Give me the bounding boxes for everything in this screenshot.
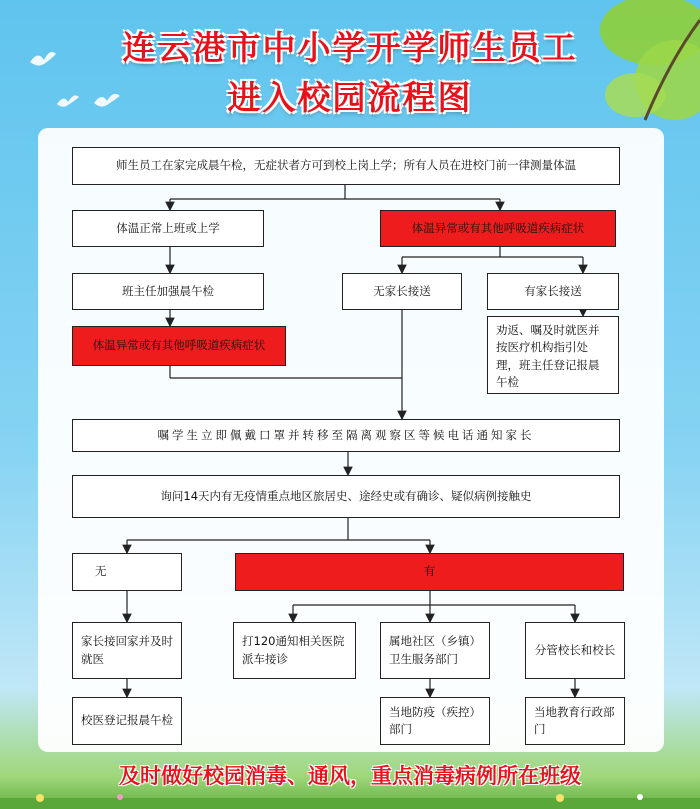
node-abnormal-top: 体温异常或有其他呼吸道疾病症状 xyxy=(380,210,616,247)
node-normal: 体温正常上班或上学 xyxy=(72,210,264,247)
node-yes: 有 xyxy=(235,553,624,591)
node-edu-dept: 当地教育行政部门 xyxy=(525,697,625,745)
node-has-parent: 有家长接送 xyxy=(487,273,619,310)
node-no: 无 xyxy=(72,553,182,591)
node-community: 属地社区（乡镇）卫生服务部门 xyxy=(380,622,490,679)
node-start: 师生员工在家完成晨午检，无症状者方可到校上岗上学；所有人员在进校门前一律测量体温 xyxy=(72,147,620,185)
node-isolate: 嘱学生立即佩戴口罩并转移至隔离观察区等候电话通知家长 xyxy=(72,419,620,452)
title-line-2: 进入校园流程图 xyxy=(227,78,473,117)
node-school-register: 校医登记报晨午检 xyxy=(72,697,182,745)
node-head-teacher-check: 班主任加强晨午检 xyxy=(72,273,264,310)
node-no-parent: 无家长接送 xyxy=(342,273,462,310)
grass-icon xyxy=(0,792,700,809)
node-inquiry: 询问14天内有无疫情重点地区旅居史、途经史或有确诊、疑似病例接触史 xyxy=(72,475,620,518)
node-parent-pickup: 家长接回家并及时就医 xyxy=(72,622,182,679)
node-persuade: 劝返、嘱及时就医并按医疗机构指引处理，班主任登记报晨午检 xyxy=(487,316,619,394)
title-line-1: 连云港市中小学开学师生员工 xyxy=(122,28,578,67)
node-cdc: 当地防疫（疾控）部门 xyxy=(380,697,490,745)
node-principal: 分管校长和校长 xyxy=(525,622,625,679)
footer-slogan: 及时做好校园消毒、通风，重点消毒病例所在班级 xyxy=(119,764,581,788)
node-abnormal-left: 体温异常或有其他呼吸道疾病症状 xyxy=(72,326,286,366)
node-call-120: 打120通知相关医院派车接诊 xyxy=(233,622,356,679)
